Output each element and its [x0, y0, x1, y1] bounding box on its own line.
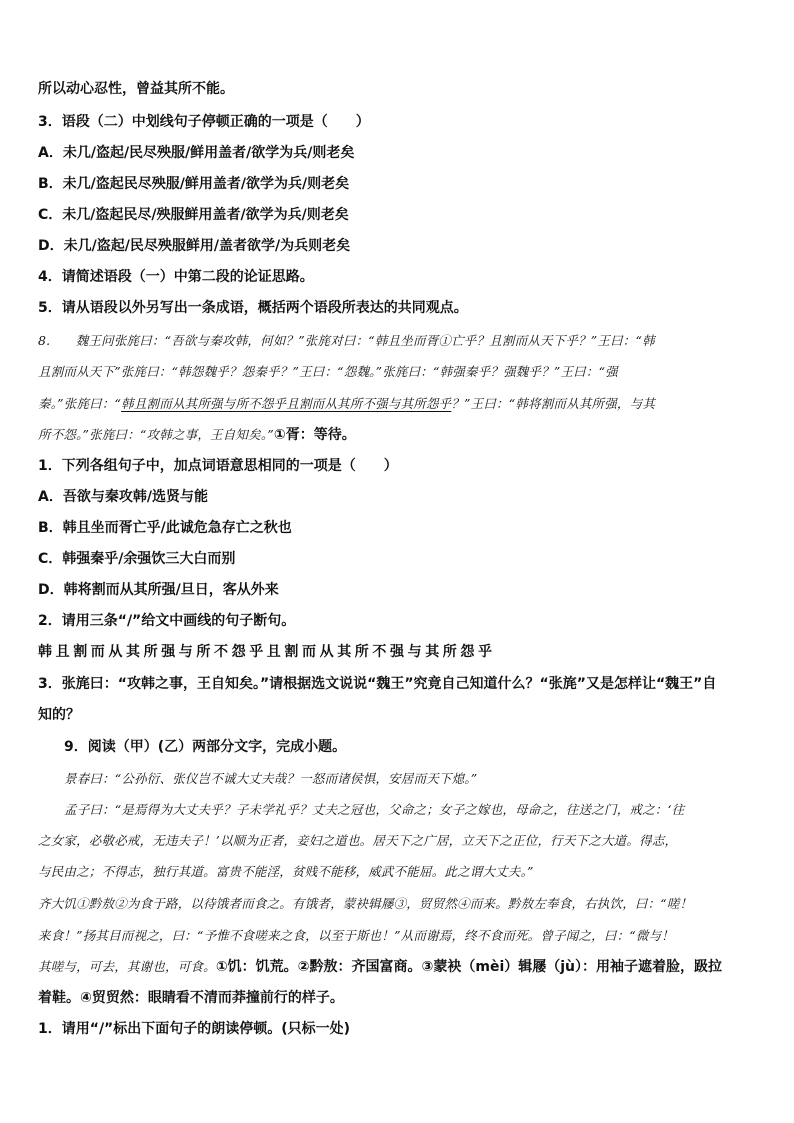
footnote: ①胥：等待。: [273, 427, 356, 443]
option-a: A．吾欲与秦攻韩/选贤与能: [38, 489, 208, 505]
question-4: 4．请简述语段（一）中第二段的论证思路。: [38, 269, 314, 285]
option-b: B．未几/盗起民尽殃服/鲜用盖者/欲学为兵/则老矣: [38, 176, 350, 192]
question-3: 3．张旄曰：“攻韩之事，王自知矣。”请根据选文说说“魏王”究竟自己知道什么？“张旄”又是怎样让“魏王”自: [38, 676, 717, 692]
option-c: C．未几/盗起民尽/殃服鲜用盖者/欲学为兵/则老矣: [38, 207, 349, 223]
option-d: D．未几/盗起/民尽殃服鲜用/盖者欲学/为兵则老矣: [38, 238, 351, 254]
passage-jia-line: 与民由之；不得志，独行其道。富贵不能淫，贫贱不能移，威武不能屈。此之谓大丈夫。”: [38, 864, 534, 879]
question-3: 3．语段（二）中划线句子停顿正确的一项是（ ）: [38, 114, 370, 130]
passage-text: 秦。”张旄曰：“: [38, 396, 122, 411]
question-9: 9．阅读（甲）(乙）两部分文字，完成小题。: [64, 739, 347, 755]
passage-yi-line: 齐大饥①黔敖②为食于路，以待饿者而食之。有饿者，蒙袂辑屦③，贸贸然④而来。黔敖左奉食，右执饮，曰：“嗟！: [38, 896, 693, 911]
option-c: C．韩强秦乎/余强饮三大白而别: [38, 551, 236, 567]
text-line: 所以动心忍性，曾益其所不能。: [38, 81, 234, 97]
passage-text: 其嗟与，可去，其谢也，可食。: [38, 959, 216, 974]
question-1: 1．请用“/”标出下面句子的朗读停顿。(只标一处): [38, 1021, 351, 1037]
passage-yi-line: 来食！”扬其目而视之，曰：“予惟不食嗟来之食，以至于斯也！”从而谢焉，终不食而死。曾子闻之，曰：“微与！: [38, 928, 674, 943]
passage-jia-line: 之女家，必敬必戒，无违夫子！’以顺为正者，妾妇之道也。居天下之广居，立天下之正位，行天下之大道。得志，: [38, 833, 678, 848]
passage-jia-line: 孟子曰：“是焉得为大丈夫乎？子未学礼乎？丈夫之冠也，父命之；女子之嫁也，母命之，往送之门，戒之：‘往: [64, 802, 685, 817]
question-1: 1．下列各组句子中，加点词语意思相同的一项是（ ）: [38, 458, 398, 474]
question-3-cont: 知的？: [38, 707, 80, 723]
passage-line: [38, 394, 763, 414]
passage-line: 8. 魏王问张旄曰：“吾欲与秦攻韩，何如？”张旄对曰：“韩且坐而胥①亡乎？且割而从天下乎？”王曰：“韩: [38, 333, 655, 348]
footnote-cont: 着鞋。④贸贸然：眼睛看不清而莽撞前行的样子。: [38, 990, 344, 1006]
option-d: D．韩将割而从其所强/旦日，客从外来: [38, 582, 279, 598]
passage-jia-line: 景春曰：“公孙衍、张仪岂不诚大丈夫哉？一怒而诸侯惧，安居而天下熄。”: [64, 771, 478, 786]
question-2: 2．请用三条“/”给文中画线的句子断句。: [38, 613, 296, 629]
passage-line: 且割而从天下”张旄曰：“韩怨魏乎？怨秦乎？”王曰：“怨魏。”张旄曰：“韩强秦乎？强魏乎？”王曰：“强: [38, 364, 618, 379]
option-b: B．韩且坐而胥亡乎/此诚危急存亡之秋也: [38, 520, 292, 536]
question-5: 5．请从语段以外另写出一条成语，概括两个语段所表达的共同观点。: [38, 300, 468, 316]
spaced-sentence: 韩且割而从其所强与所不怨乎且割而从其所不强与其所怨乎: [38, 644, 496, 660]
footnote: ①饥：饥荒。②黔敖：齐国富商。③蒙袂（mèi）辑屦（jù）：用袖子遮着脸，趿拉: [215, 959, 723, 975]
passage-text: 所不怨。”张旄曰：“攻韩之事，王自知矣。”: [38, 427, 274, 442]
underlined-sentence: 韩且割而从其所强与所不怨乎且割而从其所不强与其所怨乎: [121, 396, 452, 411]
option-a: A．未几/盗起/民尽殃服/鲜用盖者/欲学为兵/则老矣: [38, 145, 355, 161]
passage-line: [38, 425, 763, 445]
passage-yi-line: [38, 957, 763, 977]
passage-text: ？”王曰：“韩将割而从其所强，与其: [451, 396, 656, 411]
